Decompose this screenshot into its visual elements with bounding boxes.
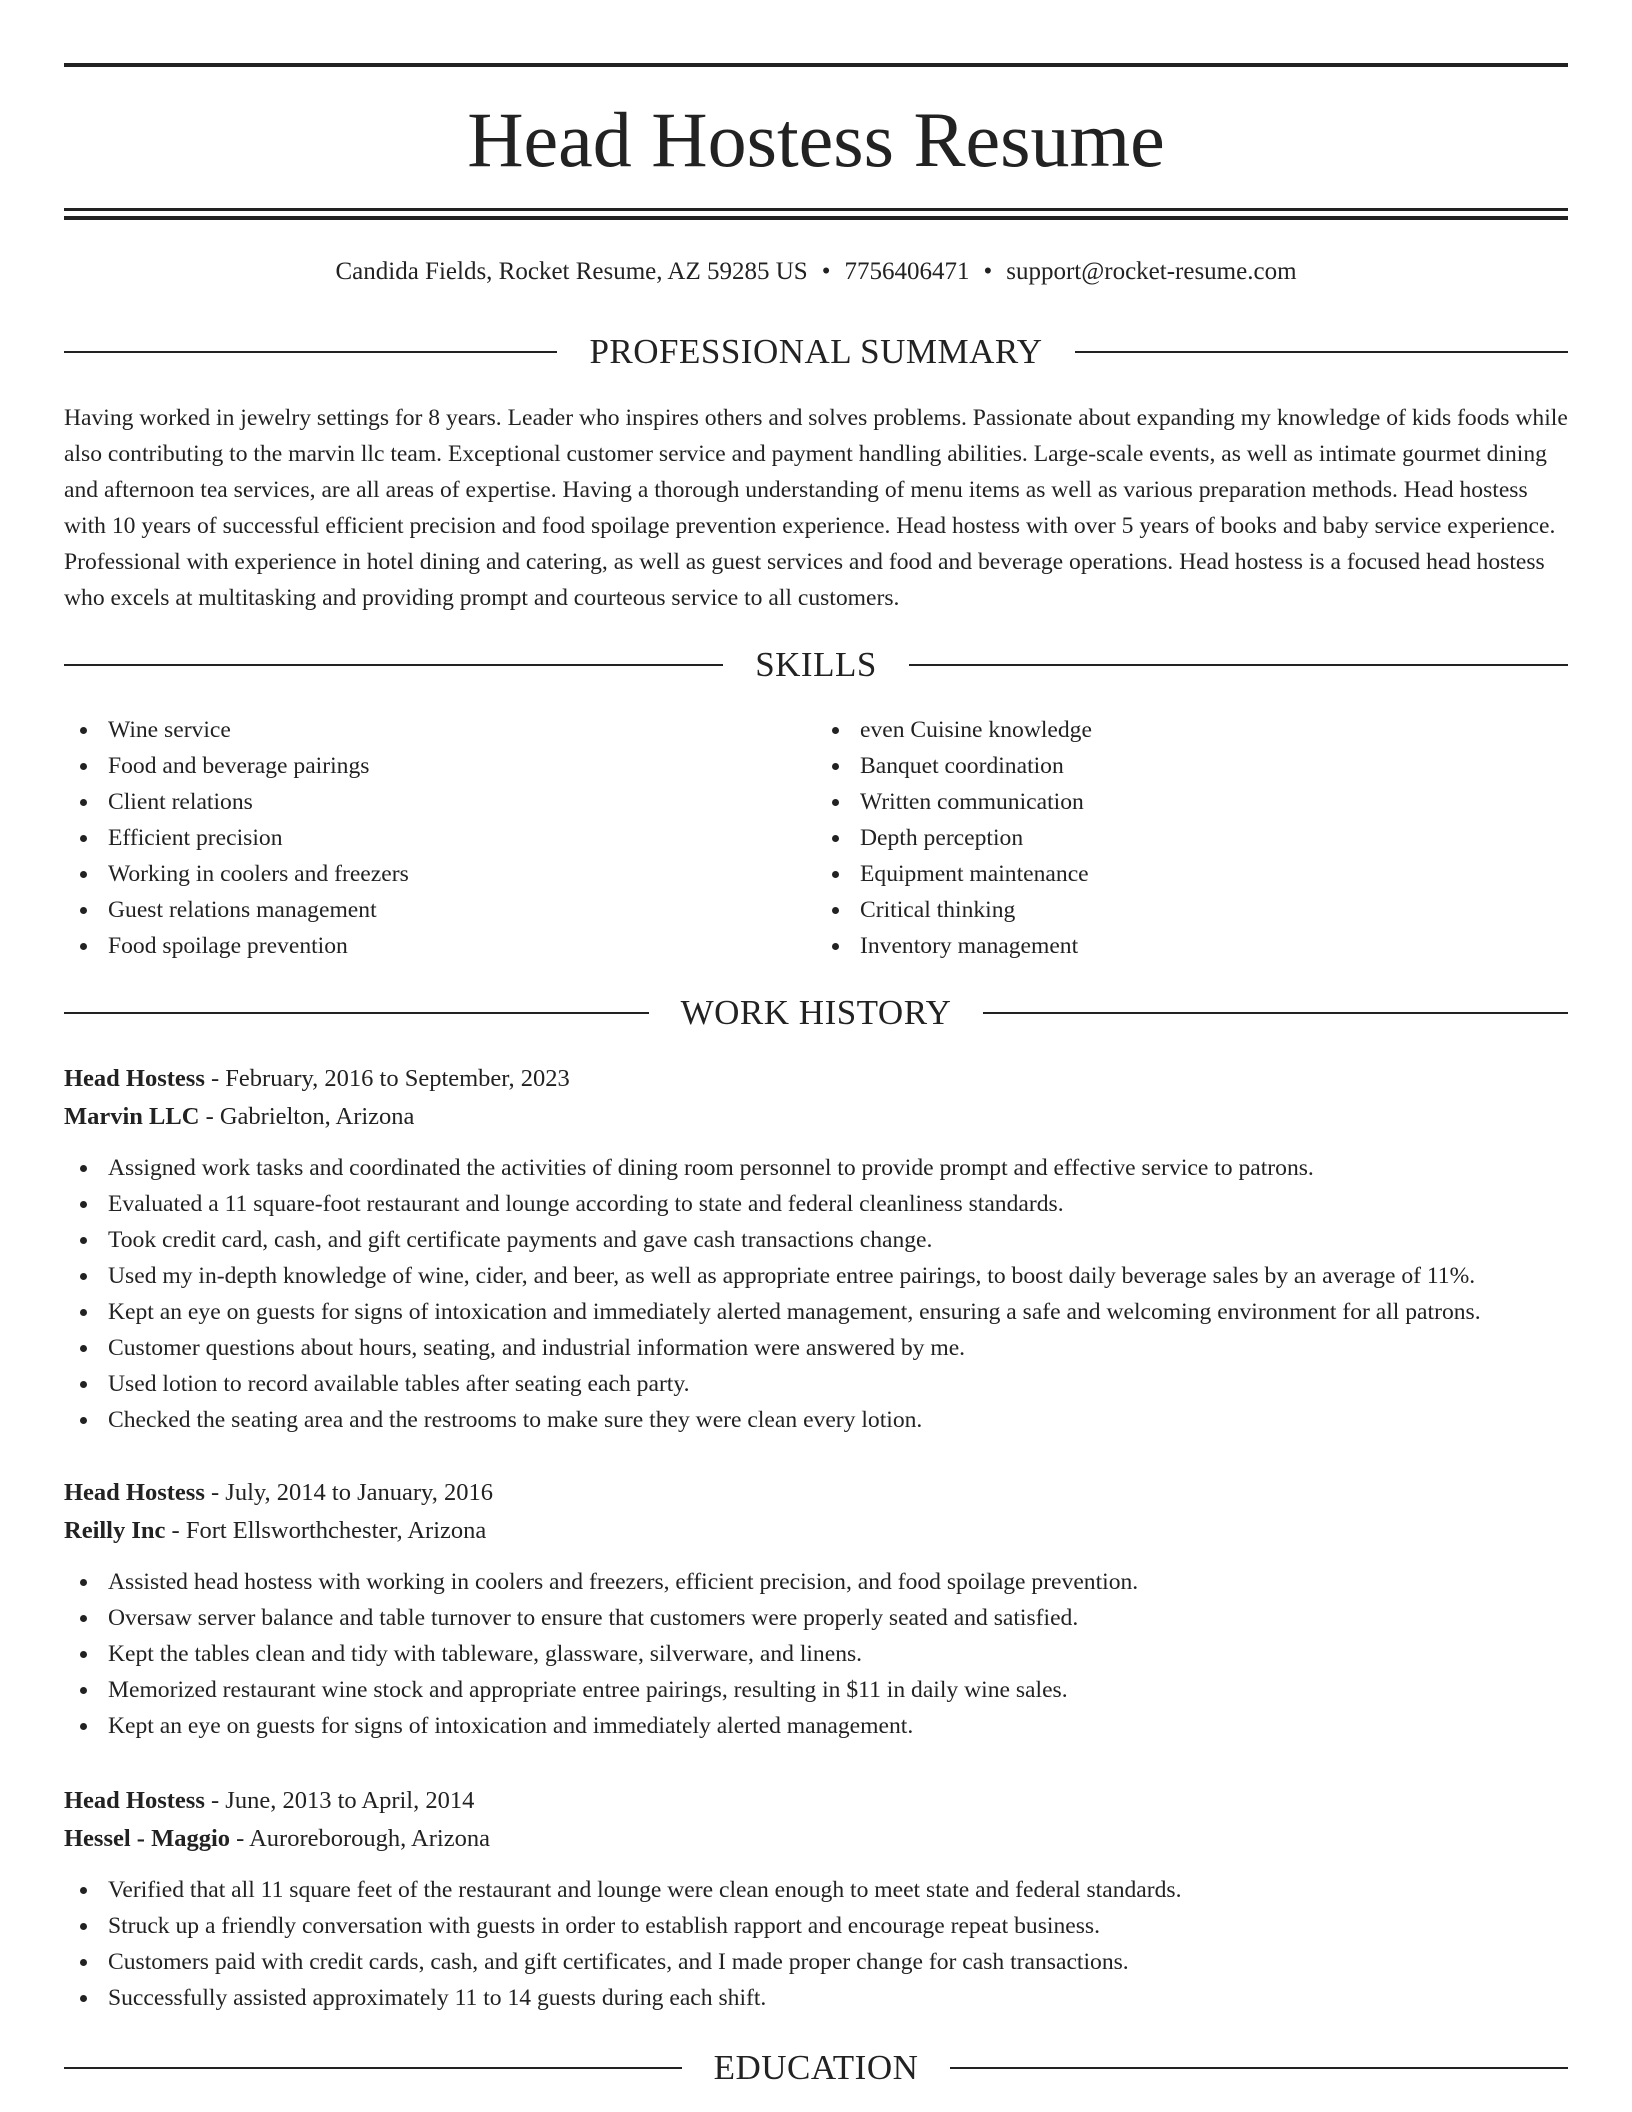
job-duty: Verified that all 11 square feet of the restaurant and lounge were clean enough to meet state and federal standards. <box>64 1872 1592 1908</box>
summary-section-heading <box>64 330 1568 374</box>
job-dates: - July, 2014 to January, 2016 <box>204 1479 493 1506</box>
work-section-heading <box>64 991 1568 1035</box>
skill-item: Banquet coordination <box>816 748 1568 784</box>
job-duty: Struck up a friendly conversation with guests in order to establish rapport and encourage repeat business. <box>64 1908 1592 1944</box>
divider-line <box>950 2067 1568 2069</box>
job-duties-list <box>64 1564 1592 1744</box>
skill-item: Wine service <box>64 712 816 748</box>
job-company-line <box>64 1512 1592 1550</box>
skill-item: Food spoilage prevention <box>64 928 816 964</box>
title-double-rule <box>64 208 1568 220</box>
job-duty: Customer questions about hours, seating, and industrial information were answered by me. <box>64 1330 1592 1366</box>
job-duty: Successfully assisted approximately 11 to 14 guests during each shift. <box>64 1980 1592 2016</box>
job-dates: - February, 2016 to September, 2023 <box>204 1065 570 1092</box>
skill-item: Depth perception <box>816 820 1568 856</box>
skill-item: Food and beverage pairings <box>64 748 816 784</box>
education-heading-label: EDUCATION <box>713 2048 919 2087</box>
job-title: Head Hostess <box>64 1479 205 1506</box>
resume-title: Head Hostess Resume <box>467 96 1165 183</box>
divider-line <box>909 664 1568 666</box>
job-entry <box>64 1782 1592 2016</box>
divider-line <box>64 1012 649 1014</box>
contact-email: support@rocket-resume.com <box>1006 258 1297 285</box>
top-rule <box>64 63 1568 67</box>
job-duty: Kept an eye on guests for signs of intoxication and immediately alerted management. <box>64 1708 1592 1744</box>
job-duty: Evaluated a 11 square-foot restaurant and lounge according to state and federal cleanliness standards. <box>64 1186 1592 1222</box>
job-duty: Used my in-depth knowledge of wine, cider, and beer, as well as appropriate entree pairings, to boost daily beverage sales by an average of 11%. <box>64 1258 1592 1294</box>
job-title: Head Hostess <box>64 1065 205 1092</box>
skill-item: Client relations <box>64 784 816 820</box>
divider-line <box>1075 351 1568 353</box>
job-duties-list <box>64 1150 1592 1438</box>
divider-line <box>64 351 557 353</box>
job-title: Head Hostess <box>64 1787 205 1814</box>
job-duty: Kept the tables clean and tidy with tableware, glassware, silverware, and linens. <box>64 1636 1592 1672</box>
divider-line <box>64 664 723 666</box>
contact-line <box>64 254 1568 290</box>
contact-separator: • <box>983 258 993 285</box>
skill-item: even Cuisine knowledge <box>816 712 1568 748</box>
job-duty: Assisted head hostess with working in coolers and freezers, efficient precision, and food spoilage prevention. <box>64 1564 1592 1600</box>
education-section-heading <box>64 2046 1568 2090</box>
skill-item: Working in coolers and freezers <box>64 856 816 892</box>
job-company: Reilly Inc <box>64 1517 166 1544</box>
skill-item: Efficient precision <box>64 820 816 856</box>
job-company: Hessel - Maggio <box>64 1825 231 1852</box>
summary-paragraph: Having worked in jewelry settings for 8 years. Leader who inspires others and solves problems. Passionate about expanding my knowledge of kids foods while also contributing to the marvin llc team. Exceptional customer service and payment handling abilities. Large-scale events, as well as intimate gourmet dining and afternoon tea services, are all areas of expertise. Having a thorough understanding of menu items as well as various preparation methods. Head hostess with 10 years of successful efficient precision and food spoilage prevention experience. Head hostess with over 5 years of books and baby service experience. Professional with experience in hotel dining and catering, as well as guest services and food and beverage operations. Head hostess is a focused head hostess who excels at multitasking and providing prompt and courteous service to all customers. <box>64 405 1568 611</box>
skills-heading-label: SKILLS <box>755 645 877 684</box>
job-duty: Took credit card, cash, and gift certificate payments and gave cash transactions change. <box>64 1222 1592 1258</box>
job-duty: Assigned work tasks and coordinated the activities of dining room personnel to provide prompt and effective service to patrons. <box>64 1150 1592 1186</box>
job-duty: Used lotion to record available tables after seating each party. <box>64 1366 1592 1402</box>
job-duties-list <box>64 1872 1592 2016</box>
skills-column-left <box>64 712 816 964</box>
job-location: - Gabrielton, Arizona <box>199 1103 415 1130</box>
job-company: Marvin LLC <box>64 1103 200 1130</box>
work-heading-label: WORK HISTORY <box>680 993 952 1032</box>
job-duty: Kept an eye on guests for signs of intoxication and immediately alerted management, ensuring a safe and welcoming environment for all patrons. <box>64 1294 1592 1330</box>
contact-separator: • <box>821 258 831 285</box>
job-duty: Oversaw server balance and table turnover to ensure that customers were properly seated and satisfied. <box>64 1600 1592 1636</box>
job-entry <box>64 1060 1592 1438</box>
contact-phone: 7756406471 <box>844 258 970 285</box>
skill-item: Equipment maintenance <box>816 856 1568 892</box>
job-duty: Customers paid with credit cards, cash, and gift certificates, and I made proper change for cash transactions. <box>64 1944 1592 1980</box>
contact-address: Candida Fields, Rocket Resume, AZ 59285 US <box>335 258 808 285</box>
skill-item: Inventory management <box>816 928 1568 964</box>
skills-section-heading <box>64 643 1568 687</box>
skill-item: Critical thinking <box>816 892 1568 928</box>
divider-line <box>64 2067 682 2069</box>
skills-column-right <box>816 712 1568 964</box>
skill-item: Written communication <box>816 784 1568 820</box>
skill-item: Guest relations management <box>64 892 816 928</box>
job-location: - Fort Ellsworthchester, Arizona <box>165 1517 487 1544</box>
job-location: - Auroreborough, Arizona <box>230 1825 490 1852</box>
job-title-line <box>64 1474 1592 1512</box>
job-duty: Checked the seating area and the restrooms to make sure they were clean every lotion. <box>64 1402 1592 1438</box>
job-title-line <box>64 1782 1592 1820</box>
job-company-line <box>64 1820 1592 1858</box>
job-duty: Memorized restaurant wine stock and appropriate entree pairings, resulting in $11 in daily wine sales. <box>64 1672 1592 1708</box>
skills-list <box>64 712 1568 964</box>
summary-heading-label: PROFESSIONAL SUMMARY <box>589 332 1043 371</box>
divider-line <box>983 1012 1568 1014</box>
job-dates: - June, 2013 to April, 2014 <box>204 1787 475 1814</box>
job-entry <box>64 1474 1592 1744</box>
job-title-line <box>64 1060 1592 1098</box>
job-company-line <box>64 1098 1592 1136</box>
